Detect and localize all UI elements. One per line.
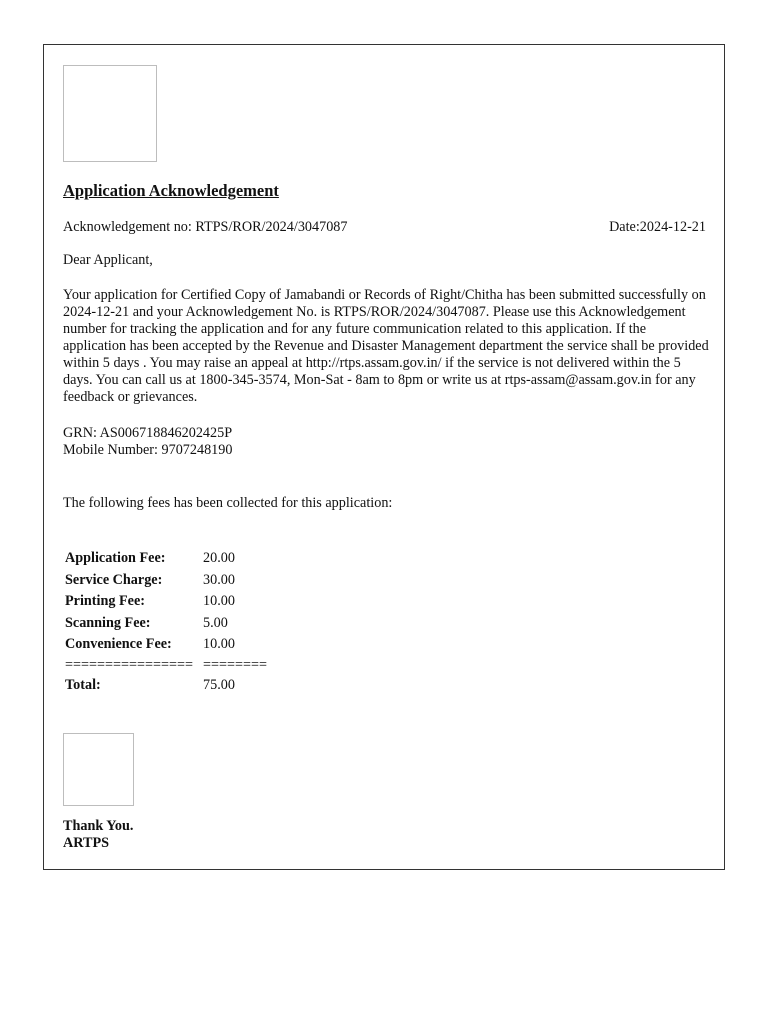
greeting: Dear Applicant,	[63, 252, 153, 268]
total-label: Total:	[65, 676, 101, 693]
fee-value: 20.00	[203, 550, 235, 567]
signature-placeholder-image	[63, 733, 134, 806]
fee-value: 10.00	[203, 593, 235, 610]
fee-label: Service Charge:	[65, 571, 163, 588]
total-row	[65, 676, 267, 696]
fee-label: Scanning Fee:	[65, 614, 151, 631]
page-title: Application Acknowledgement	[63, 181, 279, 200]
separator-right: ========	[203, 656, 268, 673]
fee-value: 10.00	[203, 636, 235, 653]
fees-intro: The following fees has been collected for this application:	[63, 495, 393, 511]
closing-organization: ARTPS	[63, 835, 110, 851]
closing-thanks: Thank You.	[63, 818, 134, 834]
fee-label: Application Fee:	[65, 550, 166, 567]
fee-label: Printing Fee:	[65, 593, 145, 610]
table-row	[65, 571, 267, 591]
acknowledgement-number: Acknowledgement no: RTPS/ROR/2024/3047087	[63, 219, 348, 235]
total-value: 75.00	[203, 676, 235, 693]
fee-value: 5.00	[203, 614, 228, 631]
table-row	[65, 614, 267, 634]
fee-value: 30.00	[203, 571, 235, 588]
separator-left: ================	[65, 656, 194, 673]
table-row	[65, 549, 267, 569]
body-paragraph: Your application for Certified Copy of Jamabandi or Records of Right/Chitha has been submitted successfully on 2024-12-21 and your Acknowledgement No. is RTPS/ROR/2024/3047087. Please use this Acknowledgement number for tracking the application and for any future communication related to this application. If the application has been accepted by the Revenue and Disaster Management department the service shall be provided within 5 days . You may raise an appeal at http://rtps.assam.gov.in/ if the service is not delivered within the 5 days. You can call us at 1800-345-3574, Mon-Sat - 8am to 8pm or write us at rtps-assam@assam.gov.in for any feedback or grievances.	[63, 287, 709, 405]
acknowledgement-row	[63, 219, 706, 236]
grn-number: GRN: AS006718846202425P	[63, 425, 233, 441]
closing	[63, 818, 133, 852]
table-separator-row	[65, 657, 267, 674]
fee-label: Convenience Fee:	[65, 636, 172, 653]
table-row	[65, 635, 267, 655]
acknowledgement-date: Date:2024-12-21	[609, 219, 706, 235]
applicant-details	[63, 425, 232, 459]
table-row	[65, 592, 267, 612]
mobile-number: Mobile Number: 9707248190	[63, 442, 233, 458]
logo-placeholder-image	[63, 65, 157, 162]
fees-table	[63, 547, 269, 697]
